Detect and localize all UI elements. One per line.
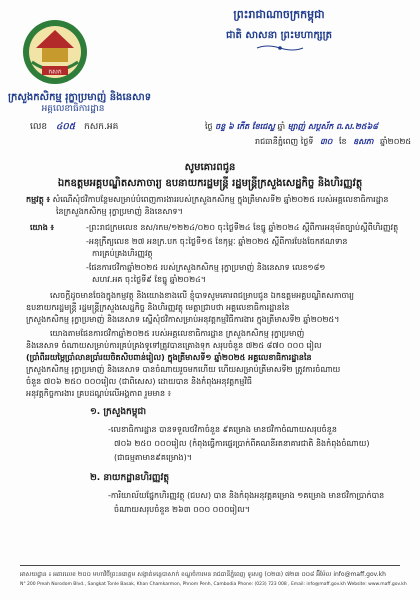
subject-label: កម្មវត្ថុ ៖ [26,195,51,204]
section-2-heading: ២. នាយកដ្ឋានហិរញ្ញវត្ថុ [90,473,170,483]
paragraph-2-line: (ប្រាំពីររយម្ភៃប្រាំលានប្រាំរយចិតសិបពាន់រៀល) ក្នុងត្រីមាសទី១ ឆ្នាំ២០២៥ អគ្គលេខាធិការដ្ឋាននៃ [26,353,312,362]
paragraph-2-line: ក្រសួងកសិកម្ម រុក្ខាប្រមាញ់ និងនេសាទ បានចំណាយរួចមកហើយ ហើយសម្រាប់ត្រីមាសទី២ ត្រូវការចំណាយ [26,365,341,374]
section-1-line: ៧០៦ ២៥០ ០០០រៀល (កំពុងធ្វើការផ្ទេរប្រាក់ពីគណនីរតនាគារជាតិ និងកំពុងចំណាយ) [114,439,370,448]
footer-address-english: N° 200 Preah Norodom Blvd., Sangkat Tonle Basak, Khan Chamkarmon, Phnom Penh, Cambodia Phone: (023) 723 008 , Email: info@maff.gov.kh Website: www.maff.gov.kh [20,582,407,587]
section-2-line: -ការិយាល័យផ្នែកហិរញ្ញវត្ថុ (ជបស) បាន និងកំពុងអនុវត្តគម្រោង ១គម្រោង មានថវិកាប្រាក់បាន [108,491,385,500]
national-motto: ជាតិ សាសនា ព្រះមហាក្សត្រ [226,30,332,41]
ministry-name: ក្រសួងកសិកម្ម រុក្ខាប្រមាញ់ និងនេសាទ [8,92,152,103]
kingdom-title: ព្រះរាជាណាចក្រកម្ពុជា [233,8,325,21]
section-1-line: (ជាធម្មតាមាន៩គម្រោង)។ [114,453,192,462]
lunar-date-year-label: ឆ្នាំ [277,122,286,131]
references-label: យោង ៖ [30,223,55,232]
paragraph-2-line: ចំនួន ៧០៦ ២៥០ ០០០រៀល (ជាពិសេស) ដោយបាន និងកំពុងអនុវត្តកម្មវិធី [26,377,252,386]
paragraph-2-line: យោងតាមផែនការថវិកាឆ្នាំ២០២៥ របស់អគ្គលេខាធិការដ្ឋាន ក្រសួងកសិកម្ម រុក្ខាប្រមាញ់ [50,329,305,338]
solar-month: ឧសភា [353,137,374,146]
solar-month-label: ខែ [339,137,347,146]
solar-year: ឆ្នាំ២០២៥ [380,137,412,146]
reference-item: -ព្រះរាជក្រមលេខ នស/រកម/១២២៤/០២០ ចុះថ្ងៃទី២៤ ខែធ្នូ ឆ្នាំ២០២៤ ស្តីពីការអនុម័តច្បាប់ស្តីពីហិរញ្ញវត្ថុ [86,223,399,232]
lunar-date-handwritten: ចន្ទ ៦ កើត ខែជេស្ឋ [215,122,275,131]
subject-text-1: សំណើសុំថវិកាបន្ថែមសម្រាប់បំពេញការងាររបស់ក្រសួងកសិកម្ម ក្នុងត្រីមាសទី២ ឆ្នាំ២០២៥ របស់អគ្គលេខាធិការដ្ឋាន [52,195,389,204]
subject-line-1 [26,194,389,205]
seal-logo-text: កសក [48,68,62,76]
lunar-date-prefix: ថ្ងៃ [205,122,213,131]
footer-address-khmer: អាសយដ្ឋាន ៖ អគារលេខ ២០០ មហាវិថីព្រះនរោត្តម សង្កាត់ទន្លេបាសាក់ ខណ្ឌចំការមន រាជធានីភ្នំពេញ ទូរសព្ទ (០២៣) ៧២៣ ០០៨ អ៊ីម៉ែល info@maff.gov.kh [20,571,386,578]
ref-prefix: លេខ [30,122,48,132]
office-name: អគ្គលេខាធិការដ្ឋាន [41,104,105,114]
section-1-heading: ១. ក្រសួងកម្ពុជា [90,407,147,417]
footer-divider [20,565,400,566]
section-2-line: ចំណាយសរុបចំនួន ២៦៣ ០០០ ០០០រៀល។ [114,505,250,514]
lunar-date-handwritten-2: ម្សាញ់ សប្តស័ក ព.ស.២៥៦៨ [287,122,378,131]
solar-day: ៣០ [319,137,333,146]
subject-text-2: នៃក្រសួងកសិកម្ម រុក្ខាប្រមាញ់ និងនេសាទ។ [56,207,183,216]
paragraph-1-line: ក្រសួងកសិកម្ម រុក្ខាប្រមាញ់ និងនេសាទ ស្នើសុំថវិកាសម្រាប់អនុវត្តកម្មវិធីការងារ ក្នុងត្រីមាសទី២ ឆ្នាំ២០២៥។ [26,315,340,324]
section-1-line: -លេខាធិការដ្ឋាន បានទទួលថវិកាចំនួន ៩គម្រោង មានថវិកាចំណាយសរុបចំនួន [108,425,337,434]
paragraph-1-line: ឧបនាយករដ្ឋមន្ត្រី រដ្ឋមន្ត្រីក្រសួងសេដ្ឋកិច្ច និងហិរញ្ញវត្ថុ មេត្តាជ្រាបថា អគ្គលេខាធិការដ្ឋាននៃ [26,303,290,312]
addressee: ឯកឧត្តមអគ្គបណ្ឌិតសភាចារ្យ ឧបនាយករដ្ឋមន្ត្រី រដ្ឋមន្ត្រីក្រសួងសេដ្ឋកិច្ច និងហិរញ្ញវត្ថុ [57,178,363,189]
ministry-seal-logo [20,18,90,86]
reference-item: សហវ.អគ ចុះថ្ងៃទី៩ ខែធ្នូ ឆ្នាំ២០២៤។ [92,275,207,284]
paragraph-2-line: និងនេសាទ ចំណាយសម្រាប់ការគ្រប់គ្រងទូទៅត្រូវបានគ្រោងទុក សរុបចំនួន ៧២៥ ៨៧០ ០០០ រៀល [26,341,322,350]
ref-number-handwritten: ៤០៥ [56,122,76,132]
solar-date-prefix: រាជធានីភ្នំពេញ ថ្ងៃទី [255,137,314,146]
lunar-date [205,121,378,133]
ornament-divider-icon [255,44,305,52]
paragraph-1-line: សេចក្តីដូចមានចែងក្នុងកម្មវត្ថុ និងយោងខាងលើ ខ្ញុំបាទសូមគោរពជម្រាបជូន ឯកឧត្តមអគ្គបណ្ឌិតសភាចារ្យ [50,291,354,300]
solar-date [255,136,411,148]
ref-suffix: កសក.អគ [84,122,119,132]
reference-item: -ផែនការថវិកាឆ្នាំ២០២៥ របស់ក្រសួងកសិកម្ម រុក្ខាប្រមាញ់ និងនេសាទ លេខ១៨១ [86,263,326,272]
paragraph-2-line: អនុវត្តកិច្ចការងារ គ្របដណ្តប់លើអង្គភាព រួមមាន ៖ [26,389,172,398]
reference-item: -អនុក្រឹត្យលេខ ២៧ អនក្រ.បក ចុះថ្ងៃទី១៥ ខែកុម្ភៈ ឆ្នាំ២០២៥ ស្តីពីការបែងចែកឥណទាន [86,237,348,246]
salutation: សូមគោរពជូន [184,162,236,173]
reference-item: ការគ្រប់គ្រងហិរញ្ញវត្ថុ [92,249,153,258]
reference-number [30,121,118,134]
